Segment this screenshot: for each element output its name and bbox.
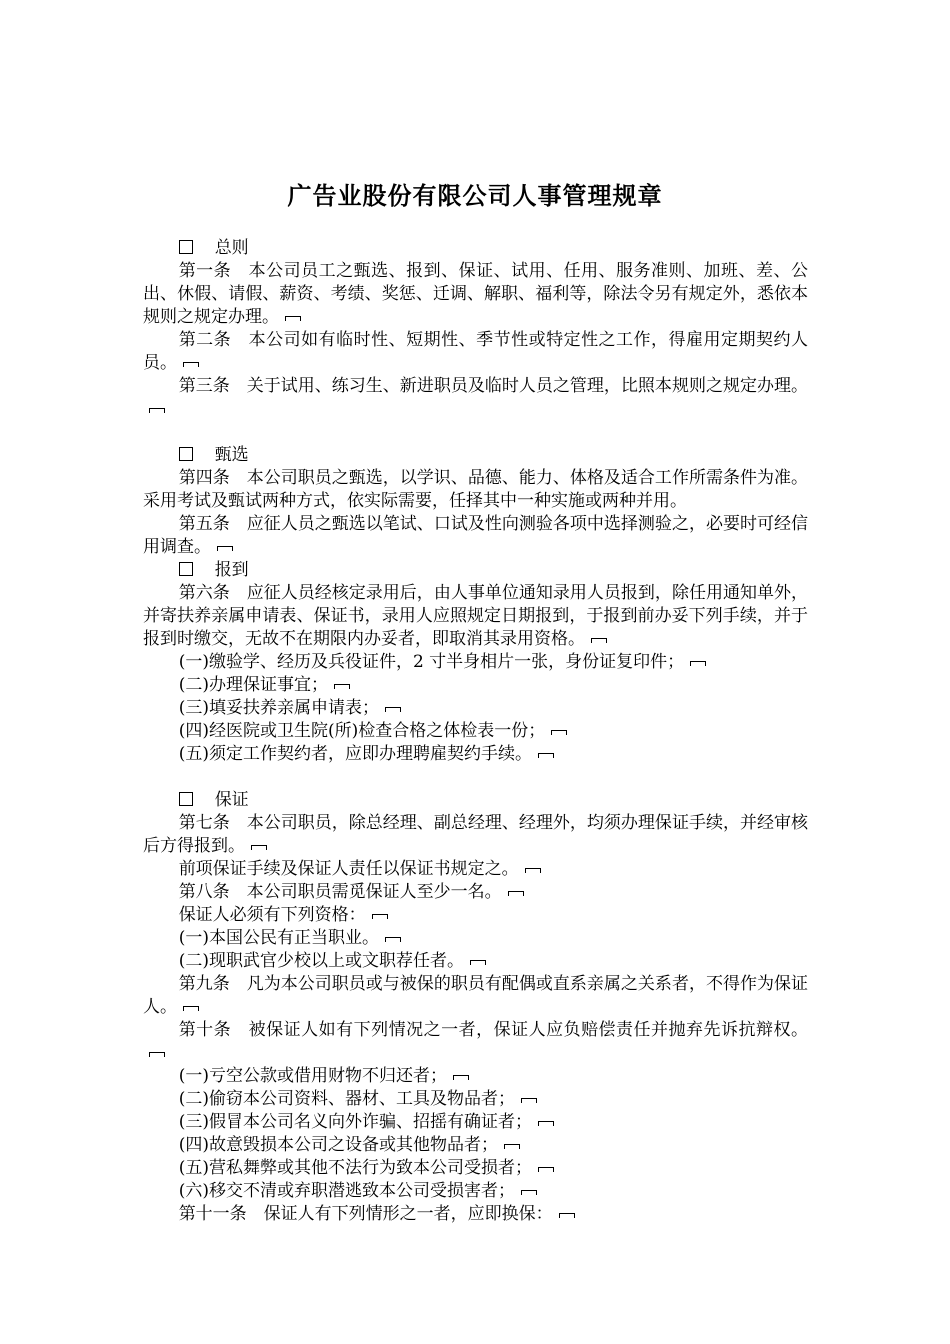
paragraph-mark-icon [149,1052,165,1057]
paragraph-mark-icon [551,730,567,735]
list-item: (一)亏空公款或借用财物不归还者； [143,1065,808,1088]
paragraph-mark-icon [559,1213,575,1218]
list-item: (一)缴验学、经历及兵役证件，2 寸半身相片一张，身份证复印件； [143,651,808,674]
paragraph-mark-icon [591,638,607,643]
document-title: 广告业股份有限公司人事管理规章 [287,182,663,210]
paragraph-mark-icon [521,1098,537,1103]
section-heading-reporting: 报到 [143,559,808,582]
paragraph-mark-icon [453,1075,469,1080]
article-5: 第五条 应征人员之甄选以笔试、口试及性向测验各项中选择测验之，必要时可经信用调查。 [143,514,808,557]
list-item: (四)经医院或卫生院(所)检查合格之体检表一份； [143,720,808,743]
list-item: (五)营私舞弊或其他不法行为致本公司受损者； [143,1157,808,1180]
paragraph-mark-icon [525,868,541,873]
list-item: (二)偷窃本公司资料、器材、工具及物品者； [143,1088,808,1111]
article-1: 第一条 本公司员工之甄选、报到、保证、试用、任用、服务准则、加班、差、公出、休假、请假、薪资、考绩、奖惩、迁调、解职、福利等，除法令另有规定外，悉依本规则之规定办理。 [143,261,808,327]
article-3: 第三条 关于试用、练习生、新进职员及临时人员之管理，比照本规则之规定办理。 [143,375,808,421]
list-item: (二)办理保证事宜； [143,674,808,697]
paragraph-mark-icon [385,707,401,712]
article-10: 第十条 被保证人如有下列情况之一者，保证人应负赔偿责任并抛弃先诉抗辩权。 [143,1019,808,1065]
checkbox-icon [179,240,193,254]
article-8: 第八条 本公司职员需觅保证人至少一名。 [143,881,808,904]
article-7: 第七条 本公司职员，除总经理、副总经理、经理外，均须办理保证手续，并经审核后方得报到。 [143,813,808,856]
article-9: 第九条 凡为本公司职员或与被保的职员有配偶或直系亲属之关系者，不得作为保证人。 [143,974,808,1017]
paragraph-mark-icon [183,1006,199,1011]
paragraph-mark-icon [334,684,350,689]
list-item: (三)填妥扶养亲属申请表； [143,697,808,720]
paragraph-mark-icon [285,316,301,321]
paragraph-mark-icon [538,753,554,758]
paragraph-mark-icon [149,408,165,413]
article-6: 第六条 应征人员经核定录用后，由人事单位通知录用人员报到，除任用通知单外，并寄扶养亲属申请表、保证书，录用人应照规定日期报到，于报到前办妥下列手续，并于报到时缴交，无故不在期限内办妥者，即取消其录用资格。 [143,583,808,649]
section-heading-selection: 甄选 [143,444,808,467]
article-4: 第四条 本公司职员之甄选，以学识、品德、能力、体格及适合工作所需条件为准。采用考试及甄试两种方式，依实际需要，任择其中一种实施或两种并用。 [143,468,808,511]
list-item: (四)故意毁损本公司之设备或其他物品者； [143,1134,808,1157]
list-item: (三)假冒本公司名义向外诈骗、招摇有确证者； [143,1111,808,1134]
section-heading-guarantee: 保证 [143,789,808,812]
article-2: 第二条 本公司如有临时性、短期性、季节性或特定性之工作，得雇用定期契约人员。 [143,330,808,373]
paragraph-mark-icon [521,1190,537,1195]
paragraph-mark-icon [470,960,486,965]
article-8-note: 保证人必须有下列资格： [143,904,808,927]
checkbox-icon [179,447,193,461]
paragraph-mark-icon [508,891,524,896]
list-item: (五)须定工作契约者，应即办理聘雇契约手续。 [143,743,808,766]
paragraph-mark-icon [217,546,233,551]
list-item: (二)现职武官少校以上或文职荐任者。 [143,950,808,973]
article-7-note: 前项保证手续及保证人责任以保证书规定之。 [143,858,808,881]
paragraph-mark-icon [690,661,706,666]
paragraph-mark-icon [183,362,199,367]
checkbox-icon [179,562,193,576]
paragraph-mark-icon [385,937,401,942]
checkbox-icon [179,792,193,806]
paragraph-mark-icon [251,845,267,850]
article-11: 第十一条 保证人有下列情形之一者，应即换保： [143,1203,808,1226]
list-item: (六)移交不清或弃职潜逃致本公司受损害者； [143,1180,808,1203]
list-item: (一)本国公民有正当职业。 [143,927,808,950]
paragraph-mark-icon [504,1144,520,1149]
section-heading-general: 总则 [143,237,808,260]
document-body [143,237,808,1226]
paragraph-mark-icon [372,914,388,919]
paragraph-mark-icon [538,1121,554,1126]
paragraph-mark-icon [538,1167,554,1172]
